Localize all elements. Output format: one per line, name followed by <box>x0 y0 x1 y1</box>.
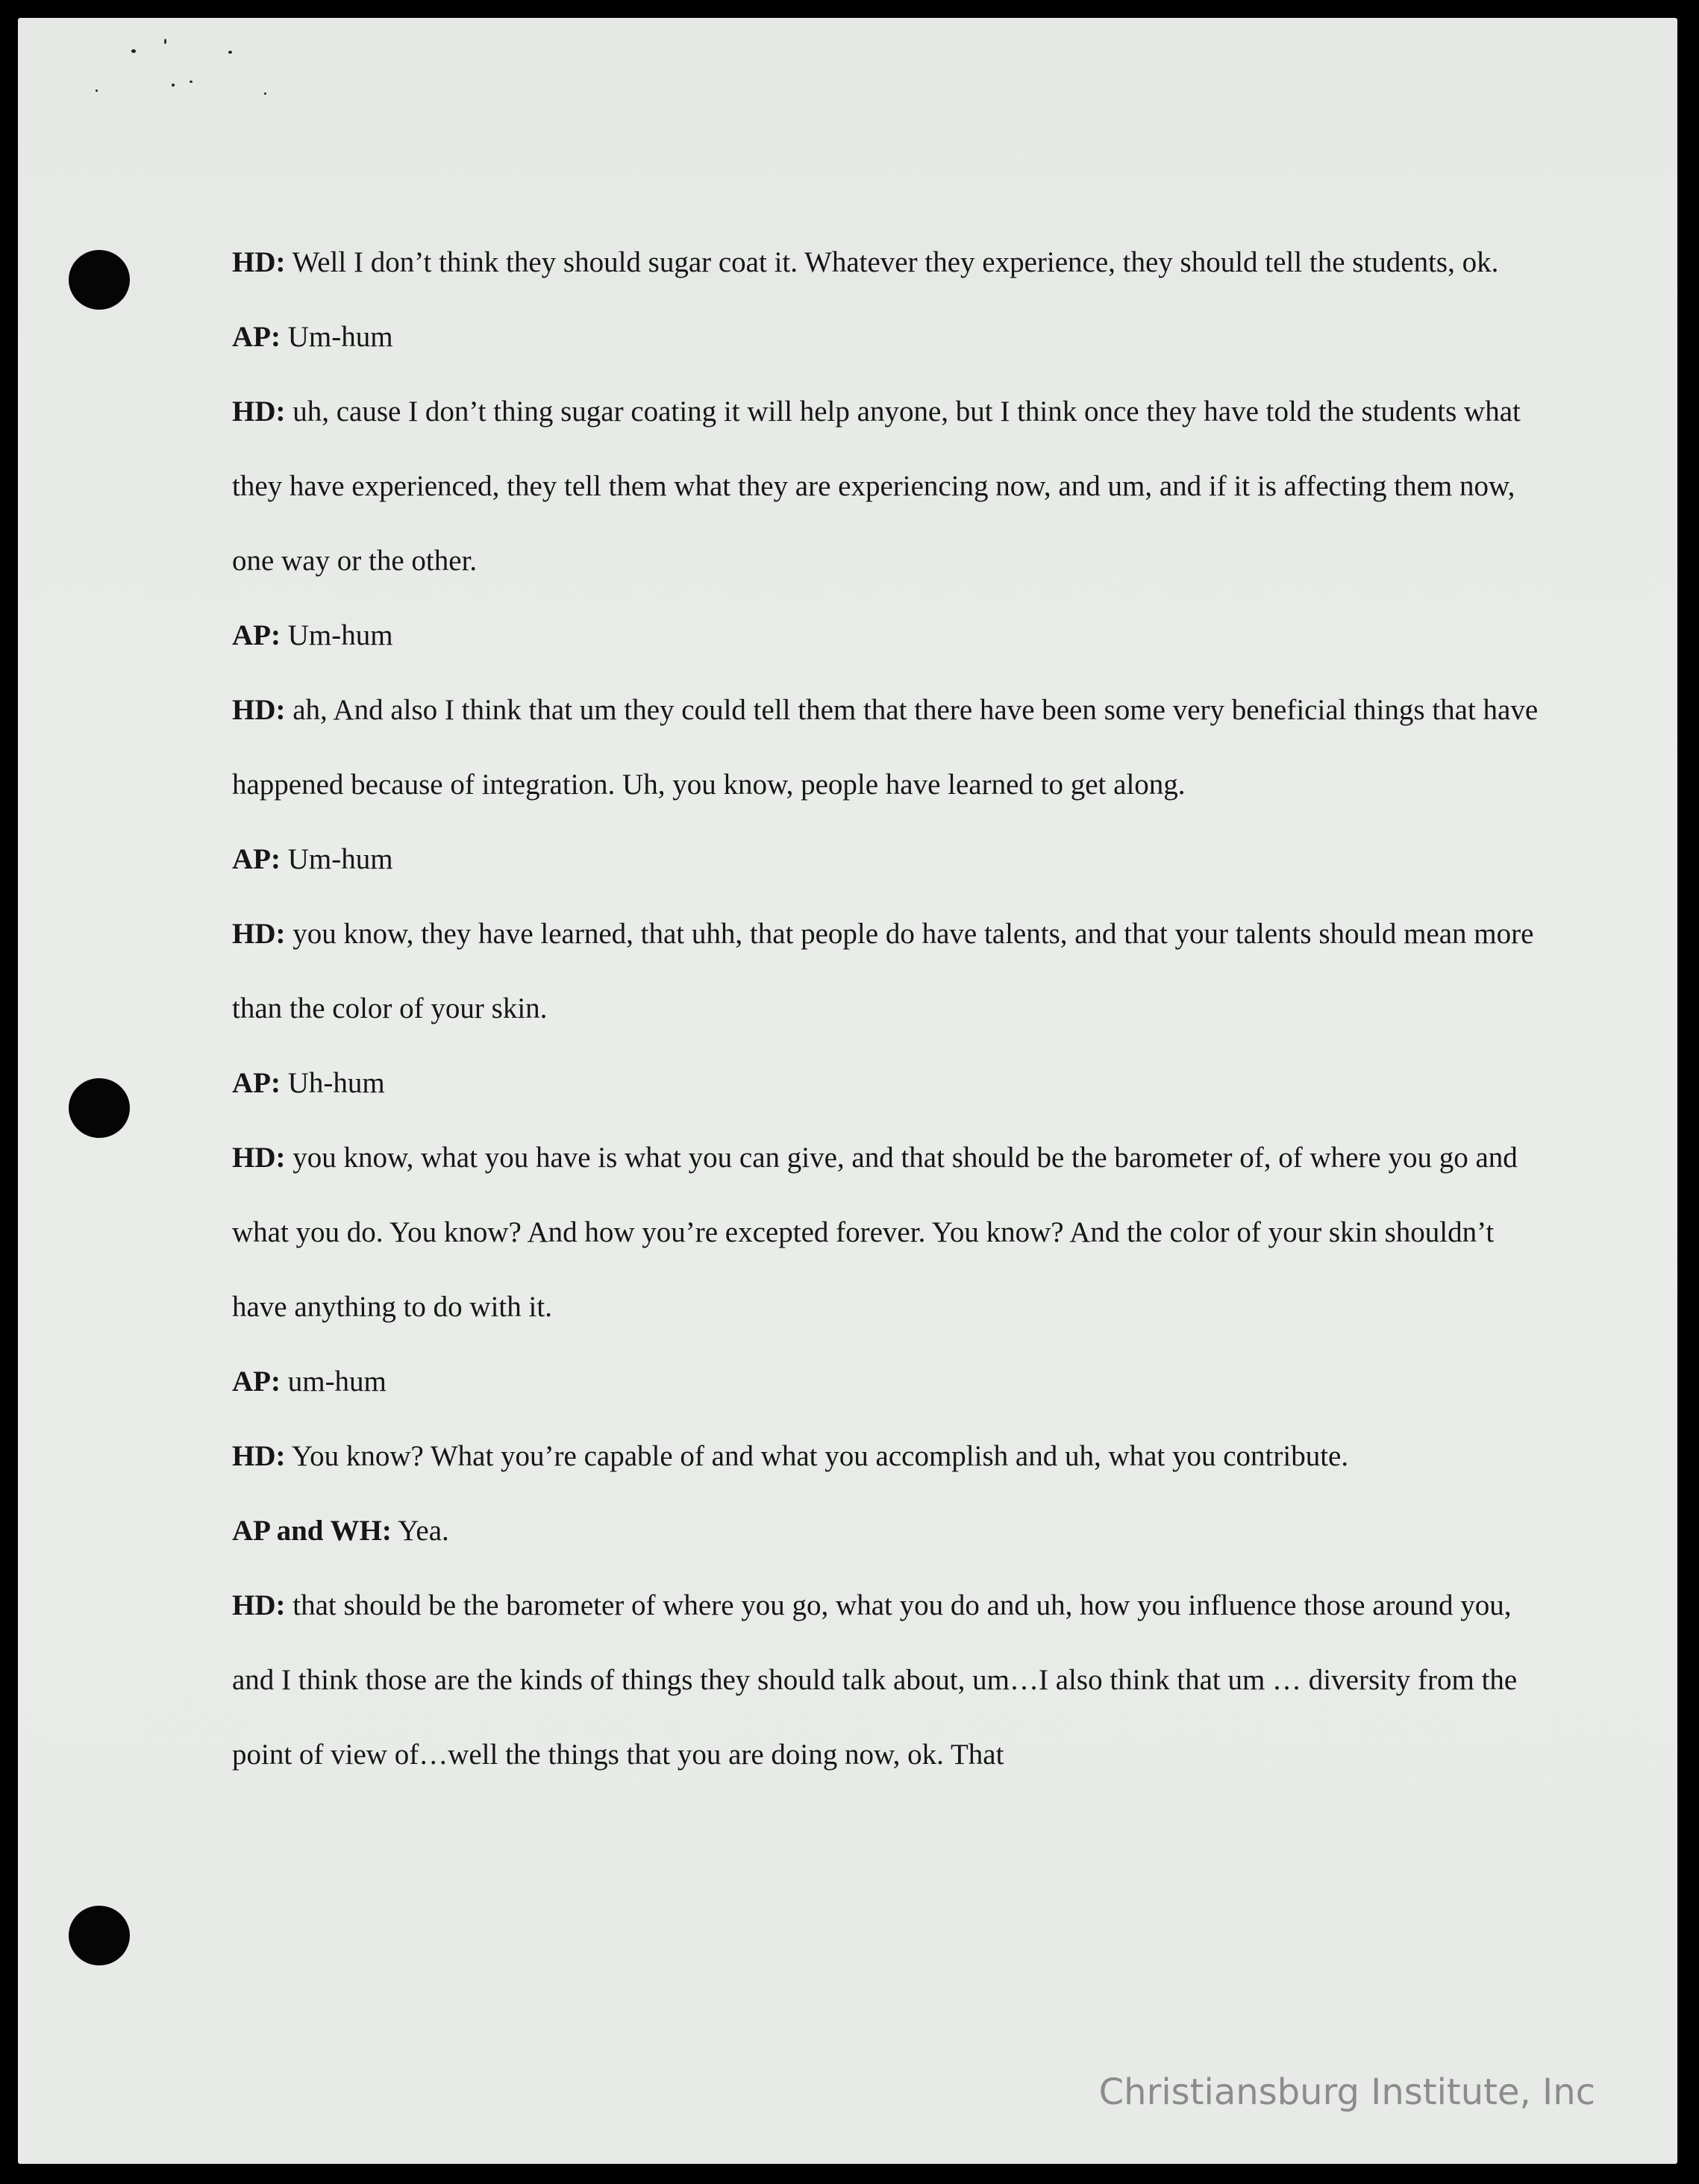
transcript-entry <box>232 1568 1545 1792</box>
paper-speck <box>228 51 232 54</box>
utterance-text: um-hum <box>287 1365 387 1398</box>
utterance-text: that should be the barometer of where you go, what you do and uh, how you influence those around you, and I think those are the kinds of things they should talk about, um…I also think that um … diversity from the point of view of…well the things that you are doing now, ok. That <box>232 1589 1518 1771</box>
utterance-text: uh, cause I don’t thing sugar coating it will help anyone, but I think once they have told the students what they have experienced, they tell them what they are experiencing now, and um, and if it is affecting them now, one way or the other. <box>232 395 1521 577</box>
utterance-text: Um-hum <box>287 321 393 353</box>
speaker-label: HD: <box>232 1142 286 1174</box>
speaker-label: AP: <box>232 619 281 651</box>
transcript-entry <box>232 822 1545 897</box>
paper-speck <box>131 49 136 53</box>
utterance-text: ah, And also I think that um they could tell them that there have been some very beneficial things that have happened because of integration. Uh, you know, people have learned to get along. <box>232 694 1539 801</box>
transcript-entry <box>232 1494 1545 1568</box>
utterance-text: Um-hum <box>287 619 393 651</box>
utterance-text: Well I don’t think they should sugar coat it. Whatever they experience, they should tell the students, ok. <box>292 246 1499 278</box>
paper-speck <box>172 84 175 87</box>
transcript-entry <box>232 225 1545 300</box>
transcript-entry <box>232 300 1545 375</box>
speaker-label: AP: <box>232 843 281 875</box>
watermark: Christiansburg Institute, Inc <box>1098 2071 1595 2113</box>
punch-hole-top <box>69 250 130 310</box>
utterance-text: Yea. <box>398 1515 449 1547</box>
transcript-entry <box>232 1345 1545 1419</box>
transcript-entry <box>232 598 1545 673</box>
utterance-text: you know, they have learned, that uhh, that people do have talents, and that your talents should mean more than the color of your skin. <box>232 918 1534 1024</box>
utterance-text: Um-hum <box>287 843 393 875</box>
interview-transcript <box>232 225 1545 1792</box>
speaker-label: HD: <box>232 1589 286 1621</box>
speaker-label: HD: <box>232 694 286 726</box>
speaker-label: HD: <box>232 246 286 278</box>
punch-hole-bottom <box>69 1906 130 1965</box>
transcript-entry <box>232 897 1545 1046</box>
transcript-entry <box>232 673 1545 822</box>
speaker-label: AP: <box>232 321 281 353</box>
utterance-text: You know? What you’re capable of and what you accomplish and uh, what you contribute. <box>291 1440 1349 1472</box>
speaker-label: AP: <box>232 1365 281 1398</box>
transcript-entry <box>232 1121 1545 1345</box>
document-page <box>18 18 1677 2164</box>
paper-speck <box>190 81 193 83</box>
utterance-text: you know, what you have is what you can give, and that should be the barometer of, of where you go and what you do. You know? And how you’re excepted forever. You know? And the color of your skin shouldn’t have anything to do with it. <box>232 1142 1518 1323</box>
transcript-entry <box>232 1046 1545 1121</box>
punch-hole-middle <box>69 1078 130 1138</box>
speaker-label: HD: <box>232 918 286 950</box>
speaker-label: HD: <box>232 395 286 428</box>
paper-speck <box>96 90 98 92</box>
paper-speck <box>164 39 166 44</box>
utterance-text: Uh-hum <box>287 1067 385 1099</box>
speaker-label: AP: <box>232 1067 281 1099</box>
speaker-label: HD: <box>232 1440 286 1472</box>
paper-speck <box>264 93 266 95</box>
transcript-entry <box>232 375 1545 598</box>
transcript-entry <box>232 1419 1545 1494</box>
speaker-label: AP and WH: <box>232 1515 392 1547</box>
